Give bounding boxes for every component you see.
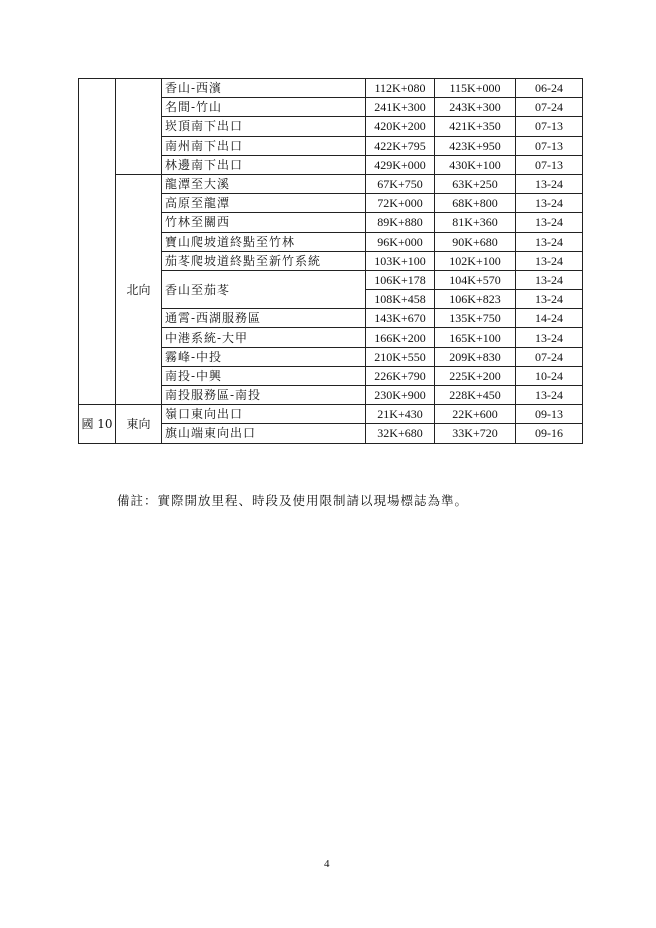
section-cell: 竹林至關西 [162, 213, 366, 232]
start-km-cell: 67K+750 [366, 174, 435, 193]
start-km-cell: 108K+458 [366, 290, 435, 309]
time-cell: 13-24 [516, 290, 583, 309]
section-cell: 茄苳爬坡道終點至新竹系統 [162, 251, 366, 270]
section-cell: 中港系統-大甲 [162, 328, 366, 347]
section-cell: 香山-西濱 [162, 79, 366, 98]
end-km-cell: 115K+000 [435, 79, 516, 98]
page-number: 4 [324, 858, 330, 870]
start-km-cell: 166K+200 [366, 328, 435, 347]
direction-cell-north: 北向 [116, 174, 162, 404]
end-km-cell: 423K+950 [435, 136, 516, 155]
table-row [79, 79, 583, 98]
table-row [79, 174, 583, 193]
start-km-cell: 422K+795 [366, 136, 435, 155]
start-km-cell: 106K+178 [366, 270, 435, 289]
section-cell: 旗山端東向出口 [162, 424, 366, 443]
section-cell: 霧峰-中投 [162, 347, 366, 366]
end-km-cell: 430K+100 [435, 155, 516, 174]
start-km-cell: 226K+790 [366, 366, 435, 385]
start-km-cell: 21K+430 [366, 405, 435, 424]
start-km-cell: 429K+000 [366, 155, 435, 174]
start-km-cell: 230K+900 [366, 386, 435, 405]
time-cell: 06-24 [516, 79, 583, 98]
start-km-cell: 241K+300 [366, 98, 435, 117]
opening-schedule-table [78, 78, 583, 444]
remark-note: 備註：實際開放里程、時段及使用限制請以現場標誌為準。 [117, 493, 469, 508]
direction-cell-east: 東向 [116, 405, 162, 443]
road-cell-continued [79, 79, 116, 405]
section-cell: 嶺口東向出口 [162, 405, 366, 424]
end-km-cell: 209K+830 [435, 347, 516, 366]
time-cell: 07-13 [516, 155, 583, 174]
end-km-cell: 243K+300 [435, 98, 516, 117]
time-cell: 14-24 [516, 309, 583, 328]
time-cell: 07-13 [516, 117, 583, 136]
end-km-cell: 90K+680 [435, 232, 516, 251]
end-km-cell: 135K+750 [435, 309, 516, 328]
time-cell: 13-24 [516, 251, 583, 270]
section-cell: 通霄-西湖服務區 [162, 309, 366, 328]
end-km-cell: 68K+800 [435, 194, 516, 213]
section-cell: 林邊南下出口 [162, 155, 366, 174]
section-cell: 香山至茄苳 [162, 270, 366, 308]
end-km-cell: 81K+360 [435, 213, 516, 232]
time-cell: 13-24 [516, 194, 583, 213]
start-km-cell: 112K+080 [366, 79, 435, 98]
time-cell: 07-24 [516, 347, 583, 366]
table-row [79, 405, 583, 424]
time-cell: 13-24 [516, 174, 583, 193]
section-cell: 南州南下出口 [162, 136, 366, 155]
section-cell: 崁頂南下出口 [162, 117, 366, 136]
time-cell: 09-16 [516, 424, 583, 443]
start-km-cell: 32K+680 [366, 424, 435, 443]
time-cell: 07-13 [516, 136, 583, 155]
time-cell: 10-24 [516, 366, 583, 385]
end-km-cell: 63K+250 [435, 174, 516, 193]
road-cell-national10: 國 10 [79, 405, 116, 443]
section-cell: 名間-竹山 [162, 98, 366, 117]
section-cell: 高原至龍潭 [162, 194, 366, 213]
time-cell: 13-24 [516, 270, 583, 289]
section-cell: 南投服務區-南投 [162, 386, 366, 405]
end-km-cell: 106K+823 [435, 290, 516, 309]
start-km-cell: 89K+880 [366, 213, 435, 232]
start-km-cell: 72K+000 [366, 194, 435, 213]
start-km-cell: 96K+000 [366, 232, 435, 251]
end-km-cell: 228K+450 [435, 386, 516, 405]
end-km-cell: 421K+350 [435, 117, 516, 136]
end-km-cell: 165K+100 [435, 328, 516, 347]
end-km-cell: 102K+100 [435, 251, 516, 270]
start-km-cell: 420K+200 [366, 117, 435, 136]
direction-cell-south [116, 79, 162, 175]
time-cell: 09-13 [516, 405, 583, 424]
start-km-cell: 210K+550 [366, 347, 435, 366]
section-cell: 龍潭至大溪 [162, 174, 366, 193]
time-cell: 13-24 [516, 328, 583, 347]
section-cell: 南投-中興 [162, 366, 366, 385]
time-cell: 13-24 [516, 232, 583, 251]
end-km-cell: 104K+570 [435, 270, 516, 289]
start-km-cell: 143K+670 [366, 309, 435, 328]
section-cell: 寶山爬坡道終點至竹林 [162, 232, 366, 251]
start-km-cell: 103K+100 [366, 251, 435, 270]
time-cell: 13-24 [516, 386, 583, 405]
time-cell: 13-24 [516, 213, 583, 232]
time-cell: 07-24 [516, 98, 583, 117]
end-km-cell: 225K+200 [435, 366, 516, 385]
end-km-cell: 22K+600 [435, 405, 516, 424]
end-km-cell: 33K+720 [435, 424, 516, 443]
